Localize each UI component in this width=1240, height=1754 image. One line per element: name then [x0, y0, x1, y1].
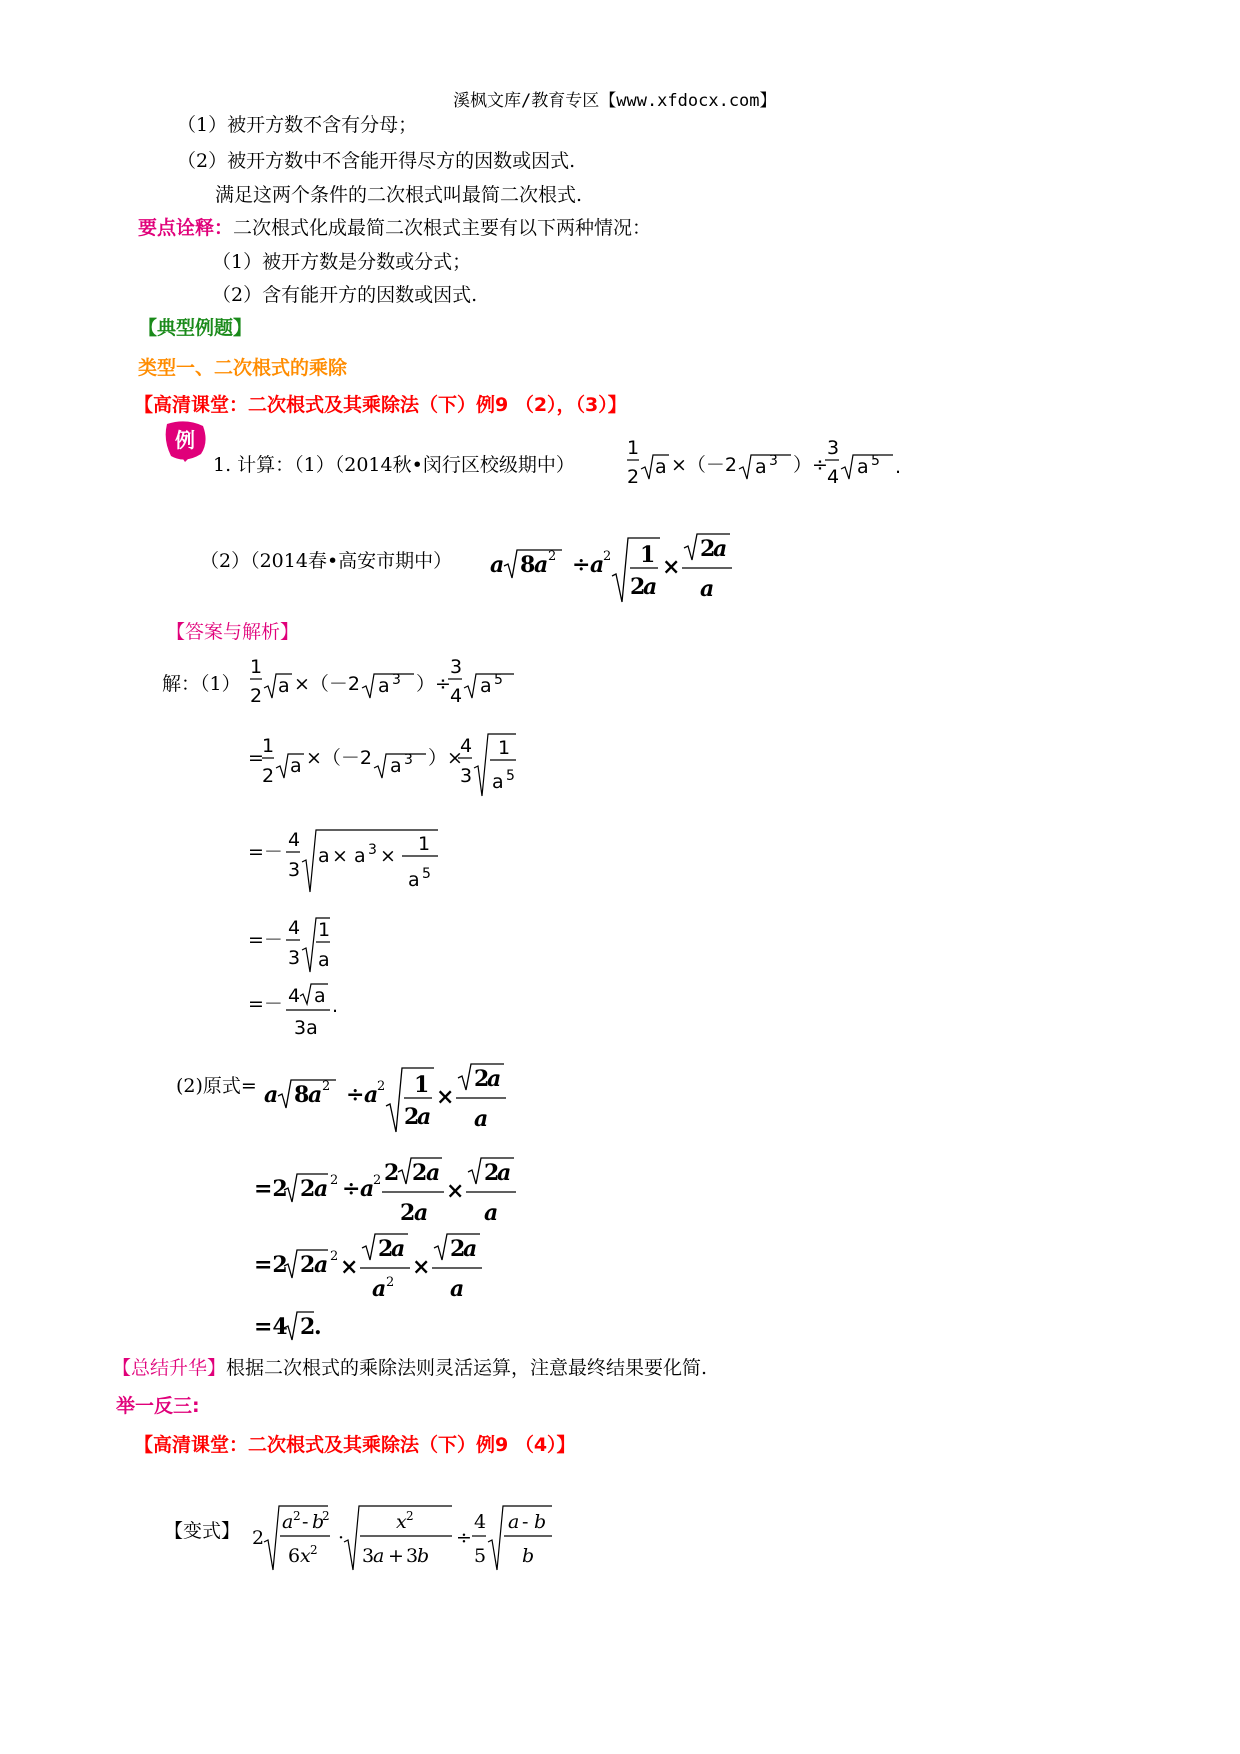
- svg-text:4: 4: [474, 1511, 487, 1533]
- svg-text:×（－2: ×（－2: [306, 747, 373, 769]
- svg-text:a: a: [364, 1082, 379, 1108]
- svg-text:=－: =－: [248, 993, 283, 1015]
- solution-step-0: [250, 654, 510, 714]
- svg-text:3: 3: [362, 1545, 375, 1567]
- hd-class-heading-1: 【高清课堂：二次根式及其乘除法（下）例9 （2），（3）】: [134, 394, 627, 416]
- svg-text:a: a: [390, 755, 402, 777]
- svg-text:b: b: [522, 1545, 535, 1567]
- svg-text:-: -: [522, 1511, 529, 1533]
- svg-text:2: 2: [386, 1275, 395, 1290]
- svg-text:4: 4: [288, 985, 301, 1007]
- svg-text:a: a: [857, 456, 869, 478]
- svg-text:1: 1: [318, 919, 331, 941]
- svg-text:a: a: [373, 1545, 385, 1567]
- svg-text:3a: 3a: [294, 1017, 318, 1039]
- svg-text:.: .: [314, 1314, 322, 1340]
- svg-text:x: x: [396, 1511, 407, 1533]
- svg-text:a: a: [497, 1160, 512, 1186]
- svg-text:=2: =2: [254, 1252, 288, 1278]
- svg-text:a: a: [755, 456, 767, 478]
- svg-text:2: 2: [300, 1314, 316, 1340]
- example-q1-prefix: 1. 计算：（1）（2014秋•闵行区校级期中）: [213, 454, 575, 476]
- hd-class-heading-2: 【高清课堂：二次根式及其乘除法（下）例9 （4）】: [134, 1434, 576, 1456]
- svg-text:a: a: [590, 552, 605, 578]
- svg-text:a: a: [372, 1276, 387, 1302]
- svg-text:3: 3: [404, 752, 413, 768]
- example-q1-formula: [627, 435, 907, 495]
- svg-text:2: 2: [373, 1173, 382, 1188]
- summary-label: 【总结升华】: [112, 1357, 227, 1379]
- svg-text:a: a: [426, 1160, 441, 1186]
- svg-text:4: 4: [288, 829, 301, 851]
- example-badge-text: 例: [175, 428, 195, 452]
- svg-text:a: a: [508, 1511, 520, 1533]
- svg-text:b: b: [534, 1511, 547, 1533]
- svg-text:a: a: [414, 1200, 429, 1226]
- svg-text:2: 2: [377, 1079, 386, 1094]
- svg-text:8: 8: [294, 1082, 310, 1108]
- svg-text:a: a: [408, 869, 420, 891]
- svg-text:a: a: [492, 771, 504, 793]
- svg-text:a: a: [314, 1252, 329, 1278]
- svg-text:1: 1: [414, 1072, 430, 1098]
- svg-text:2: 2: [630, 574, 646, 600]
- svg-text:.: .: [332, 995, 339, 1017]
- svg-text:=2: =2: [254, 1176, 288, 1202]
- svg-text:2: 2: [548, 549, 557, 564]
- solution-part2-step-0: [264, 1060, 524, 1136]
- svg-text:2: 2: [252, 1527, 265, 1549]
- example-q2-formula: [490, 530, 750, 606]
- svg-text:×: ×: [340, 1254, 359, 1280]
- solution-step-3: [248, 912, 368, 976]
- key-point-1: （1）被开方数是分数或分式；: [212, 251, 472, 273]
- svg-text:3: 3: [288, 947, 301, 969]
- svg-text:）÷: ）÷: [416, 673, 451, 695]
- key-point-2: （2）含有能开方的因数或因式.: [212, 284, 478, 306]
- svg-text:×（－2: ×（－2: [294, 673, 361, 695]
- svg-text:2: 2: [484, 1160, 500, 1186]
- svg-text:÷: ÷: [456, 1527, 472, 1549]
- svg-text:×: ×: [380, 845, 396, 867]
- key-points-text: 二次根式化成最简二次根式主要有以下两种情况：: [233, 217, 652, 239]
- svg-text:2: 2: [330, 1173, 339, 1188]
- key-points-label: 要点诠释：: [138, 217, 234, 239]
- svg-text:a: a: [360, 1176, 375, 1202]
- page-header: 溪枫文库/教育专区【www.xfdocx.com】: [453, 91, 777, 111]
- svg-text:2: 2: [300, 1176, 316, 1202]
- svg-text:a: a: [490, 552, 505, 578]
- svg-text:2: 2: [300, 1252, 316, 1278]
- svg-text:a: a: [713, 536, 728, 562]
- svg-text:a: a: [378, 675, 390, 697]
- condition-summary: 满足这两个条件的二次根式叫最简二次根式.: [215, 184, 583, 206]
- solution-step-2: [248, 822, 448, 896]
- svg-text:a: a: [450, 1276, 465, 1302]
- svg-text:a: a: [700, 576, 715, 602]
- summary-text: 根据二次根式的乘除法则灵活运算，注意最终结果要化简.: [226, 1357, 708, 1379]
- svg-text:÷: ÷: [572, 552, 591, 578]
- solution-step-1: [248, 728, 528, 798]
- svg-text:a: a: [655, 456, 667, 478]
- svg-text:=－: =－: [248, 841, 283, 863]
- svg-text:2: 2: [378, 1236, 394, 1262]
- svg-text:a: a: [314, 1176, 329, 1202]
- condition-2: （2）被开方数中不含能开得尽方的因数或因式.: [177, 150, 576, 172]
- svg-text:×: ×: [412, 1254, 431, 1280]
- svg-text:2: 2: [293, 1509, 301, 1523]
- svg-text:a: a: [308, 1082, 323, 1108]
- svg-text:+: +: [388, 1545, 404, 1567]
- svg-text:3: 3: [827, 437, 840, 459]
- svg-text:2: 2: [400, 1200, 416, 1226]
- practice-label: 举一反三:: [116, 1395, 200, 1417]
- svg-text:2: 2: [603, 549, 612, 564]
- section-title: 【典型例题】: [138, 317, 253, 339]
- svg-text:2: 2: [700, 536, 716, 562]
- svg-text:·: ·: [338, 1527, 345, 1549]
- svg-text:a: a: [354, 845, 366, 867]
- svg-text:a: a: [290, 755, 302, 777]
- svg-text:1: 1: [418, 833, 431, 855]
- svg-text:5: 5: [422, 866, 431, 882]
- svg-text:b: b: [417, 1545, 430, 1567]
- svg-text:2: 2: [474, 1066, 490, 1092]
- solution-part2-step-1: [254, 1154, 534, 1234]
- svg-text:×: ×: [332, 845, 348, 867]
- type-title: 类型一、二次根式的乘除: [138, 357, 348, 379]
- variant-formula: [252, 1500, 572, 1576]
- svg-text:2: 2: [627, 466, 640, 488]
- example-q2-prefix: （2）（2014春•高安市期中）: [200, 550, 453, 572]
- solution-part1-prefix: 解：（1）: [162, 673, 241, 695]
- svg-text:2: 2: [322, 1509, 330, 1523]
- svg-text:2: 2: [330, 1249, 339, 1264]
- svg-text:5: 5: [506, 768, 515, 784]
- solution-part2-step-3: [254, 1298, 374, 1348]
- svg-text:÷: ÷: [346, 1082, 365, 1108]
- solution-step-4: [248, 980, 368, 1040]
- summary-line: [112, 1356, 707, 1380]
- svg-text:2: 2: [450, 1236, 466, 1262]
- svg-text:3: 3: [460, 765, 473, 787]
- svg-text:a: a: [282, 1511, 294, 1533]
- svg-text:.: .: [895, 456, 902, 478]
- svg-text:3: 3: [288, 859, 301, 881]
- svg-text:4: 4: [450, 685, 463, 707]
- svg-text:4: 4: [288, 917, 301, 939]
- svg-text:÷: ÷: [342, 1176, 361, 1202]
- svg-text:=4: =4: [254, 1314, 288, 1340]
- svg-text:b: b: [312, 1511, 325, 1533]
- svg-text:×: ×: [662, 554, 681, 580]
- svg-text:×: ×: [446, 1178, 465, 1204]
- svg-text:x: x: [300, 1545, 311, 1567]
- svg-text:a: a: [314, 985, 326, 1007]
- svg-text:a: a: [484, 1200, 499, 1226]
- example-badge-shape: [163, 420, 209, 462]
- svg-text:3: 3: [450, 656, 463, 678]
- svg-text:6: 6: [288, 1545, 301, 1567]
- svg-text:5: 5: [474, 1545, 487, 1567]
- svg-text:3: 3: [769, 453, 778, 469]
- svg-text:a: a: [487, 1066, 502, 1092]
- svg-text:2: 2: [412, 1160, 428, 1186]
- svg-text:1: 1: [250, 656, 263, 678]
- svg-text:2: 2: [322, 1079, 331, 1094]
- solution-part2-prefix: (2)原式=: [176, 1075, 257, 1097]
- svg-text:3: 3: [392, 672, 401, 688]
- svg-text:4: 4: [827, 466, 840, 488]
- svg-text:2: 2: [406, 1509, 414, 1523]
- svg-text:a: a: [643, 574, 658, 600]
- svg-text:）÷: ）÷: [793, 454, 828, 476]
- svg-text:a: a: [318, 845, 330, 867]
- svg-text:2: 2: [262, 765, 275, 787]
- variant-label: 【变式】: [164, 1520, 241, 1542]
- svg-text:5: 5: [871, 453, 880, 469]
- svg-text:2: 2: [310, 1543, 318, 1557]
- svg-text:2: 2: [384, 1160, 400, 1186]
- key-points-line: [138, 216, 651, 240]
- svg-text:=: =: [248, 747, 264, 769]
- svg-text:a: a: [318, 949, 330, 971]
- svg-text:a: a: [463, 1236, 478, 1262]
- svg-text:-: -: [302, 1511, 309, 1533]
- svg-text:a: a: [264, 1082, 279, 1108]
- svg-text:2: 2: [404, 1104, 420, 1130]
- svg-text:a: a: [474, 1106, 489, 1132]
- svg-text:×: ×: [436, 1084, 455, 1110]
- svg-text:3: 3: [368, 842, 377, 858]
- svg-text:）×: ）×: [428, 747, 463, 769]
- svg-text:1: 1: [262, 735, 275, 757]
- svg-text:3: 3: [406, 1545, 419, 1567]
- svg-text:a: a: [391, 1236, 406, 1262]
- svg-text:a: a: [417, 1104, 432, 1130]
- svg-text:1: 1: [498, 737, 511, 759]
- svg-text:1: 1: [640, 542, 656, 568]
- svg-text:4: 4: [460, 735, 473, 757]
- svg-text:×（－2: ×（－2: [671, 454, 738, 476]
- svg-text:a: a: [480, 675, 492, 697]
- svg-text:a: a: [534, 552, 549, 578]
- svg-text:2: 2: [250, 685, 263, 707]
- svg-text:a: a: [278, 675, 290, 697]
- svg-text:=－: =－: [248, 929, 283, 951]
- condition-1: （1）被开方数不含有分母；: [177, 114, 418, 136]
- svg-text:8: 8: [520, 552, 536, 578]
- example-badge: [163, 420, 209, 462]
- svg-text:1: 1: [627, 437, 640, 459]
- svg-text:5: 5: [494, 672, 503, 688]
- answer-label: 【答案与解析】: [166, 621, 300, 643]
